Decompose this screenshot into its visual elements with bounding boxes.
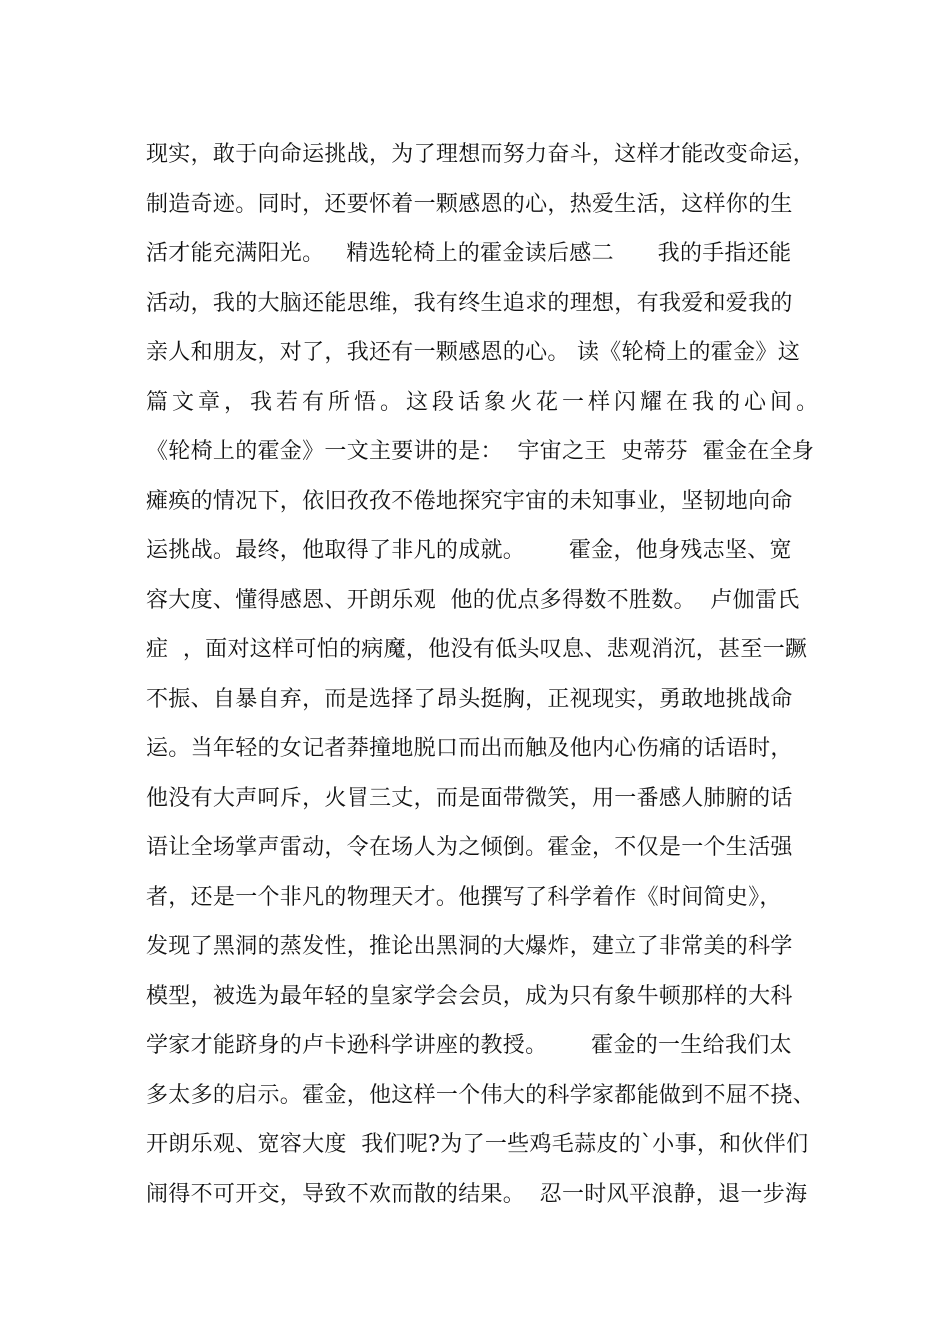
body-line: 容大度、懂得感恩、开朗乐观 他的优点多得数不胜数。 卢伽雷氏 bbox=[146, 587, 800, 613]
body-line: 模型，被选为最年轻的皇家学会会员，成为只有象牛顿那样的大科 bbox=[146, 983, 793, 1009]
body-line: 不振、自暴自弃，而是选择了昂头挺胸，正视现实，勇敢地挑战命 bbox=[146, 686, 793, 712]
body-line: 活才能充满阳光。 精选轮椅上的霍金读后感二 我的手指还能 bbox=[146, 241, 792, 266]
body-line: 闹得不可开交，导致不欢而散的结果。 忍一时风平浪静，退一步海 bbox=[146, 1181, 808, 1207]
body-line: 症 ，面对这样可怕的病魔，他没有低头叹息、悲观消沉，甚至一蹶 bbox=[146, 637, 808, 662]
body-line: 活动，我的大脑还能思维，我有终生追求的理想，有我爱和爱我的 bbox=[146, 290, 793, 316]
body-line: 开朗乐观、宽容大度 我们呢?为了一些鸡毛蒜皮的`小事，和伙伴们 bbox=[146, 1132, 809, 1157]
body-line: 语让全场掌声雷动，令在场人为之倾倒。霍金，不仅是一个生活强 bbox=[146, 835, 793, 860]
body-line: 制造奇迹。同时，还要怀着一颗感恩的心，热爱生活，这样你的生 bbox=[146, 191, 793, 217]
body-line: 瘫痪的情况下，依旧孜孜不倦地探究宇宙的未知事业，坚韧地向命 bbox=[146, 488, 793, 514]
body-line: 学家才能跻身的卢卡逊科学讲座的教授。 霍金的一生给我们太 bbox=[146, 1033, 792, 1058]
document-body bbox=[146, 130, 836, 1219]
body-line: 多太多的启示。霍金，他这样一个伟大的科学家都能做到不屈不挠、 bbox=[146, 1082, 816, 1108]
body-line: 者，还是一个非凡的物理天才。他撰写了科学着作《时间简史》， bbox=[146, 884, 782, 910]
body-line: 运挑战。最终，他取得了非凡的成就。 霍金，他身残志坚、宽 bbox=[146, 538, 792, 563]
body-line: 发现了黑洞的蒸发性，推论出黑洞的大爆炸，建立了非常美的科学 bbox=[146, 934, 793, 959]
body-line: 运。当年轻的女记者莽撞地脱口而出而触及他内心伤痛的话语时， bbox=[146, 736, 793, 761]
body-line: 现实，敢于向命运挑战，为了理想而努力奋斗，这样才能改变命运， bbox=[146, 142, 816, 167]
body-line: 《轮椅上的霍金》一文主要讲的是： 宇宙之王 史蒂芬 霍金在全身 bbox=[146, 439, 815, 464]
body-line: 他没有大声呵斥，火冒三丈，而是面带微笑，用一番感人肺腑的话 bbox=[146, 785, 793, 811]
body-line: 亲人和朋友，对了，我还有一颗感恩的心。 读《轮椅上的霍金》这 bbox=[146, 340, 800, 365]
body-line: 篇文章，我若有所悟。这段话象火花一样闪耀在我的心间。 bbox=[146, 389, 823, 415]
